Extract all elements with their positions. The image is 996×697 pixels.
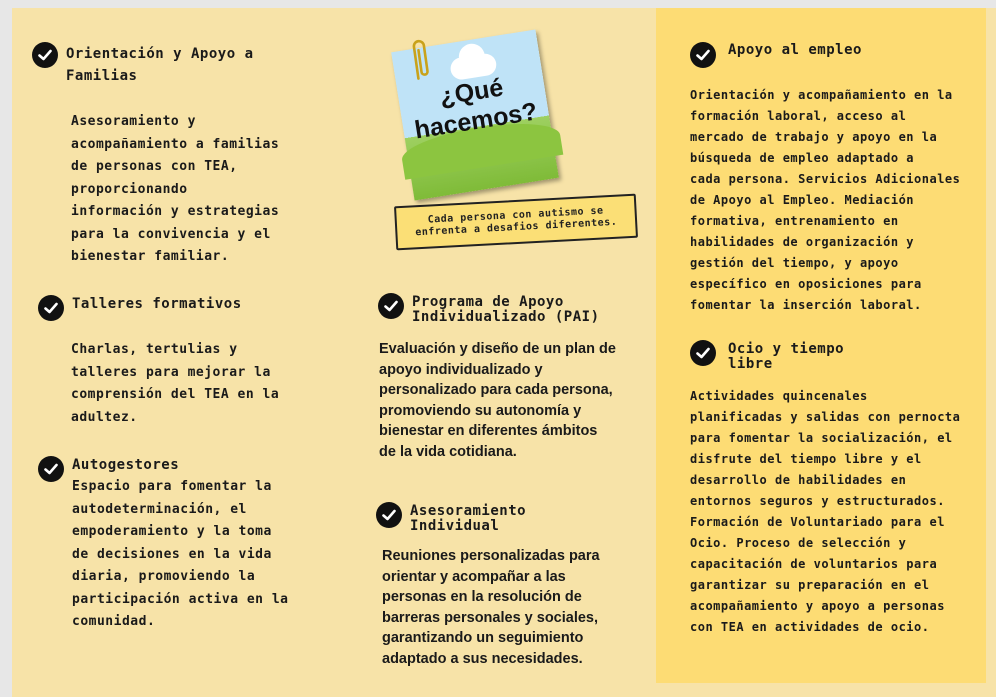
check-circle-icon: [690, 42, 716, 68]
check-circle-icon: [690, 340, 716, 366]
section-asesoramiento: [376, 502, 646, 669]
check-circle-icon: [38, 295, 64, 321]
section-body: Espacio para fomentar la autodeterminación, el empoderamiento y la toma de decisiones en la vida diaria, promoviendo la participación activa en la comunidad.: [72, 479, 289, 629]
check-circle-icon: [38, 456, 64, 482]
section-text: [72, 454, 289, 634]
section-title: Programa de Apoyo Individualizado (PAI): [412, 294, 600, 325]
check-circle-icon: [32, 42, 58, 68]
section-talleres: [38, 295, 338, 429]
section-title: Orientación y Apoyo a Familias: [66, 46, 254, 84]
section-title: Autogestores: [72, 457, 180, 473]
section-ocio: [690, 340, 980, 638]
section-body: Orientación y acompañamiento en la formación laboral, acceso al mercado de trabajo y apoyo en la búsqueda de empleo adaptado a cada persona. Servicios Adicionales de Apoyo al Empleo. Mediación formativa, entrenamiento en habilidades de organización y gestión del tiempo, y apoyo específico en oposiciones para fomentar la inserción laboral.: [690, 88, 961, 312]
section-familias: [32, 42, 332, 269]
section-title: Asesoramiento Individual: [410, 503, 527, 534]
section-body: Charlas, tertulias y talleres para mejorar la comprensión del TEA en la adultez.: [71, 342, 280, 425]
section-pai: [378, 293, 648, 462]
check-circle-icon: [376, 502, 402, 528]
section-title: Apoyo al empleo: [728, 42, 862, 58]
check-circle-icon: [378, 293, 404, 319]
section-empleo: [690, 42, 980, 316]
section-body: Evaluación y diseño de un plan de apoyo individualizado y personalizado para cada persona, promoviendo su autonomía y bienestar en diferentes ámbitos de la vida cotidiana.: [379, 341, 616, 460]
section-body: Asesoramiento y acompañamiento a familias de personas con TEA, proporcionando información y estrategias para la convivencia y el bienestar familiar.: [71, 114, 280, 264]
section-title: Talleres formativos: [72, 296, 242, 312]
section-title: Ocio y tiempo libre: [728, 341, 845, 372]
section-body: Reuniones personalizadas para orientar y acompañar a las personas en la resolución de barreras personales y sociales, garantizando un seguimiento adaptado a sus necesidades.: [382, 548, 600, 667]
note-caption: Cada persona con autismo se enfrenta a desafios diferentes.: [394, 194, 638, 251]
section-autogestores: [38, 456, 338, 634]
note-title: ¿Qué hacemos?: [412, 73, 540, 145]
section-body: Actividades quincenales planificadas y salidas con pernocta para fomentar la socialización, el disfrute del tiempo libre y el desarrollo de habilidades en entornos seguros y estructurados. Formación de Voluntariado para el Ocio. Proceso de selección y capacitación de voluntarios para garantizar su preparación en el acompañamiento y apoyo a personas con TEA en actividades de ocio.: [690, 389, 961, 634]
